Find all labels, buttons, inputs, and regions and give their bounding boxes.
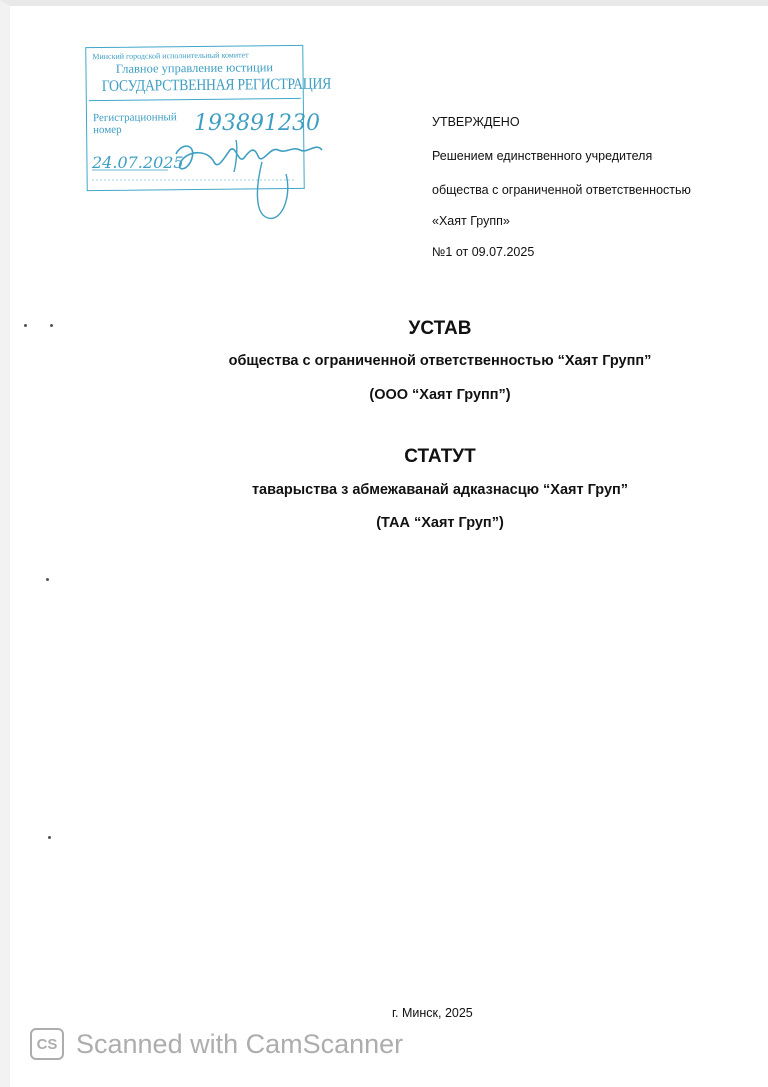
handwritten-signature bbox=[86, 46, 346, 226]
charter-by-title: СТАТУТ bbox=[404, 446, 476, 467]
approval-line-3: общества с ограниченной ответственностью bbox=[432, 183, 691, 197]
scan-speck bbox=[46, 578, 49, 581]
city-year: г. Минск, 2025 bbox=[392, 1006, 473, 1020]
approval-line-2: Решением единственного учредителя bbox=[432, 149, 653, 163]
approval-line-5: №1 от 09.07.2025 bbox=[432, 245, 535, 259]
stamp-reg-label: Регистрационный номер bbox=[92, 111, 177, 137]
scan-speck bbox=[50, 324, 53, 327]
charter-by-short: (ТАА “Хаят Груп”) bbox=[376, 515, 504, 531]
camscanner-text: Scanned with CamScanner bbox=[76, 1028, 404, 1059]
camscanner-watermark bbox=[30, 1026, 403, 1062]
charter-ru-short: (ООО “Хаят Групп”) bbox=[369, 387, 511, 403]
stamp-authority: Минский городской исполнительный комитет bbox=[92, 50, 249, 62]
charter-ru-title: УСТАВ bbox=[408, 318, 472, 339]
stamp-reg-number: 193891230 bbox=[194, 111, 320, 136]
stamp-department: Главное управление юстиции bbox=[115, 60, 274, 76]
approval-heading: УТВЕРЖДЕНО bbox=[432, 115, 520, 129]
charter-ru-subtitle: общества с ограниченной ответственностью “Хаят Групп” bbox=[228, 353, 652, 369]
scan-speck bbox=[48, 836, 51, 839]
scan-speck bbox=[24, 324, 27, 327]
stamp-date: 24.07.2025 bbox=[92, 153, 184, 172]
stamp-title: ГОСУДАРСТВЕННАЯ РЕГИСТРАЦИЯ bbox=[101, 75, 332, 95]
approval-line-4: «Хаят Групп» bbox=[432, 214, 510, 228]
charter-by-subtitle: таварыства з абмежаванай адказнасцю “Хаят Груп” bbox=[251, 482, 629, 498]
camscanner-logo-icon: CS bbox=[30, 1028, 64, 1060]
